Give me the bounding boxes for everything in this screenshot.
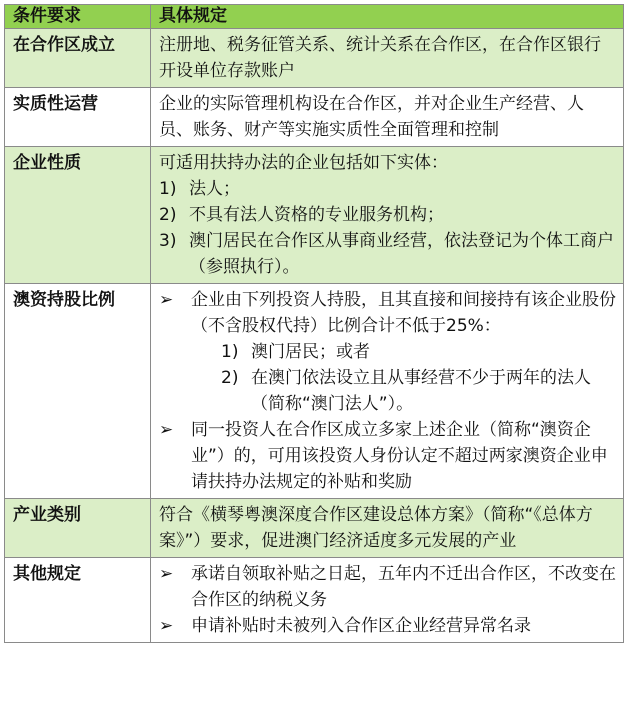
header-condition: 条件要求	[5, 5, 151, 29]
table-row	[5, 29, 624, 88]
list-number: 1)	[221, 342, 239, 362]
table-row	[5, 558, 624, 643]
row-intro: 可适用扶持办法的企业包括如下实体：	[159, 153, 448, 173]
list-text: 在澳门依法设立且从事经营不少于两年的法人（简称“澳门法人”）。	[251, 368, 591, 414]
arrow-bullet-icon: ➢	[159, 290, 174, 310]
row-label: 企业性质	[5, 147, 151, 284]
bullet-text: 企业由下列投资人持股，且其直接和间接持有该企业股份（不含股权代持）比例合计不低于25%：	[191, 290, 616, 336]
bullet-text: 同一投资人在合作区成立多家上述企业（简称“澳资企业”）的，可用该投资人身份认定不超过两家澳资企业申请扶持办法规定的补贴和奖励	[191, 420, 608, 492]
row-label: 在合作区成立	[5, 29, 151, 88]
table-row	[5, 499, 624, 558]
row-label: 澳资持股比例	[5, 284, 151, 499]
row-text: 企业的实际管理机构设在合作区，并对企业生产经营、人员、账务、财产等实施实质性全面管理和控制	[151, 88, 624, 147]
list-text: 法人；	[189, 179, 240, 199]
row-content	[151, 558, 624, 643]
list-item	[159, 228, 617, 280]
row-content	[151, 284, 624, 499]
table-row	[5, 147, 624, 284]
row-label: 其他规定	[5, 558, 151, 643]
bullet-item	[159, 613, 617, 639]
bullet-item	[159, 287, 617, 417]
list-text: 澳门居民在合作区从事商业经营，依法登记为个体工商户（参照执行）。	[189, 231, 614, 277]
header-details: 具体规定	[151, 5, 624, 29]
bullet-text: 承诺自领取补贴之日起，五年内不迁出合作区，不改变在合作区的纳税义务	[191, 564, 616, 610]
conditions-table	[4, 4, 624, 643]
bullet-text: 申请补贴时未被列入合作区企业经营异常名录	[191, 616, 531, 636]
list-number: 1)	[159, 179, 177, 199]
arrow-bullet-icon: ➢	[159, 564, 174, 584]
bullet-item	[159, 561, 617, 613]
list-item	[159, 202, 617, 228]
bullet-item	[159, 417, 617, 495]
sub-list-item	[191, 365, 617, 417]
row-text: 注册地、税务征管关系、统计关系在合作区，在合作区银行开设单位存款账户	[151, 29, 624, 88]
table-header-row	[5, 5, 624, 29]
table-row	[5, 284, 624, 499]
arrow-bullet-icon: ➢	[159, 616, 174, 636]
list-number: 2)	[221, 368, 239, 388]
table-row	[5, 88, 624, 147]
sub-list-item	[191, 339, 617, 365]
list-number: 2)	[159, 205, 177, 225]
row-text: 符合《横琴粤澳深度合作区建设总体方案》（简称“《总体方案》”）要求，促进澳门经济适度多元发展的产业	[151, 499, 624, 558]
list-item	[159, 176, 617, 202]
row-content	[151, 147, 624, 284]
list-number: 3)	[159, 231, 177, 251]
row-label: 实质性运营	[5, 88, 151, 147]
list-text: 不具有法人资格的专业服务机构；	[189, 205, 444, 225]
row-label: 产业类别	[5, 499, 151, 558]
arrow-bullet-icon: ➢	[159, 420, 174, 440]
list-text: 澳门居民；或者	[251, 342, 370, 362]
